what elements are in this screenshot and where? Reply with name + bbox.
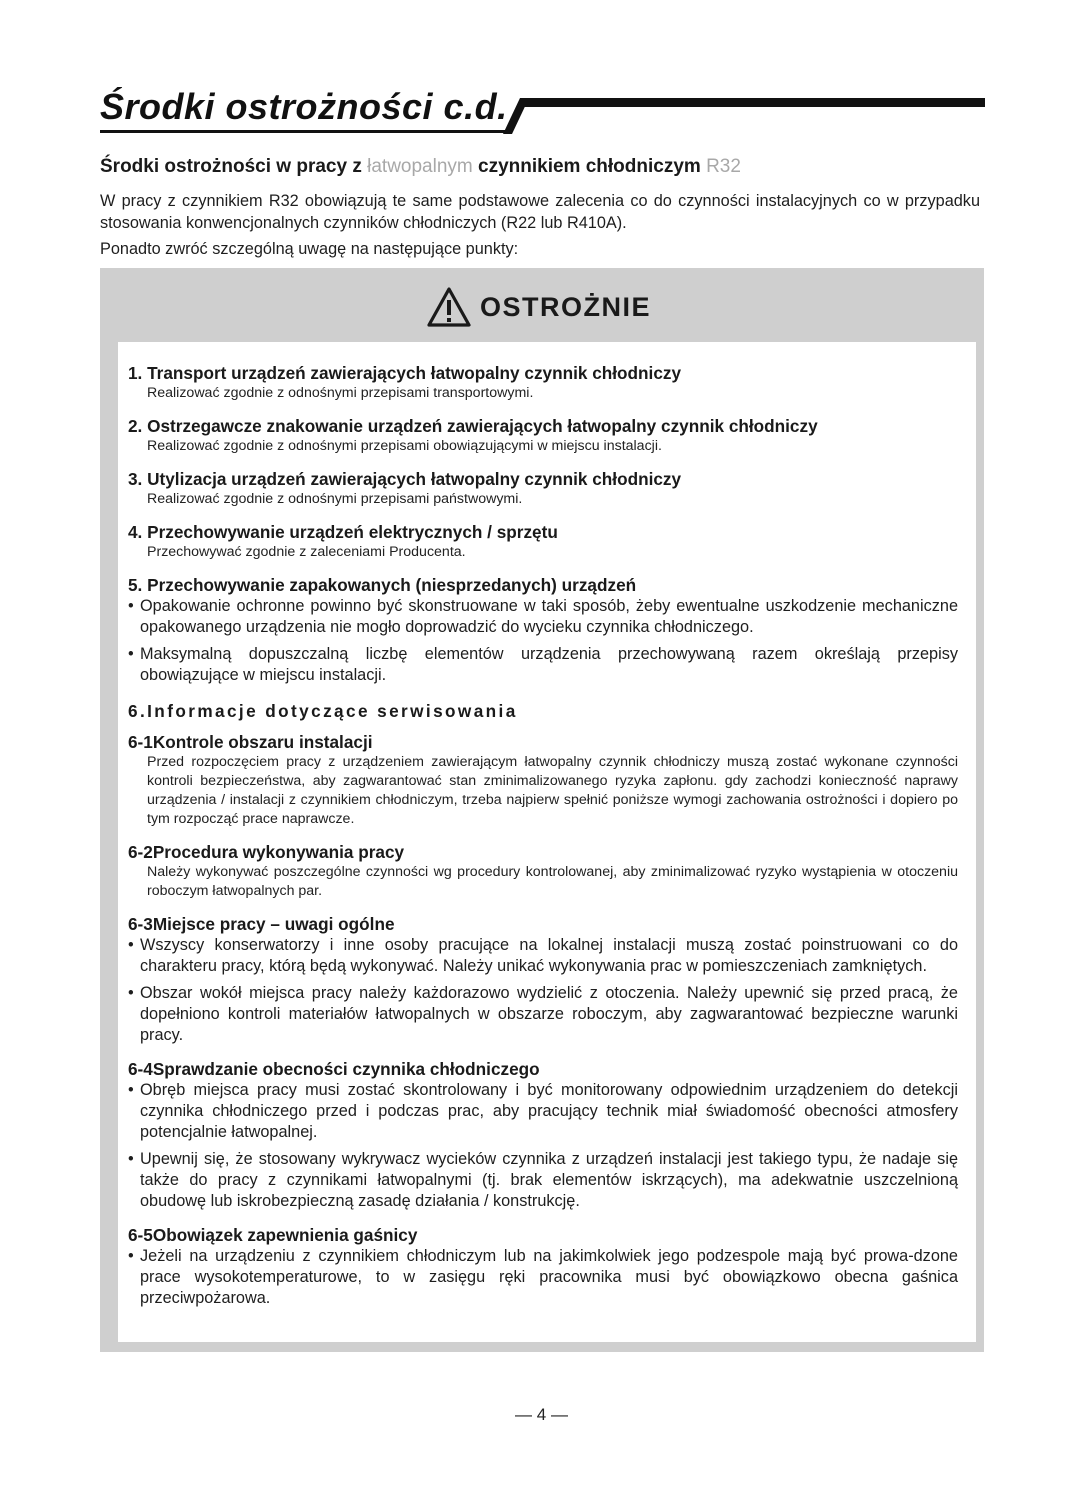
- section-subtitle: [100, 156, 741, 178]
- subtitle-part1: Środki ostrożności w pracy z: [100, 156, 368, 177]
- section-5-heading: 5. Przechowywanie zapakowanych (niesprzedanych) urządzeń: [128, 575, 637, 595]
- section-1-heading: 1. Transport urządzeń zawierających łatwopalny czynnik chłodniczy: [128, 363, 682, 383]
- subtitle-part2: czynnikiem chłodniczym: [472, 156, 707, 177]
- section-6-4-heading: 6-4Sprawdzanie obecności czynnika chłodniczego: [128, 1059, 540, 1079]
- bullet-marker: •: [128, 1081, 134, 1099]
- caution-content: [128, 362, 958, 1309]
- section-6-heading: 6.Informacje dotyczące serwisowania: [128, 701, 518, 721]
- list-item: [128, 935, 958, 977]
- bullet-marker: •: [128, 936, 134, 954]
- section-4-heading: 4. Przechowywanie urządzeń elektrycznych / sprzętu: [128, 522, 558, 542]
- section-6-3-bullet-2: Obszar wokół miejsca pracy należy każdorazowo wydzielić z otoczenia. Należy upewnić się przed pracą, że dopełniono kontroli materiałów łatwopalnych w obszarze roboczym, aby zagwarantować bezpieczne warunki pracy.: [140, 984, 958, 1044]
- bullet-marker: •: [128, 984, 134, 1002]
- page-number: — 4 —: [515, 1405, 568, 1424]
- section-3-text: Realizować zgodnie z odnośnymi przepisami państwowymi.: [147, 491, 523, 507]
- section-6-3-heading: 6-3Miejsce pracy – uwagi ogólne: [128, 914, 395, 934]
- subtitle-highlight-r32: R32: [706, 156, 741, 177]
- caution-header: [426, 282, 651, 332]
- list-item: [128, 983, 958, 1046]
- section-5-bullet-1: Opakowanie ochronne powinno być skonstruowane w taki sposób, żeby ewentualne uszkodzenie mechaniczne opakowanego urządzenia nie mogło doprowadzić do wycieku czynnika chłodniczego.: [140, 597, 958, 636]
- section-6-5-bullet-1: Jeżeli na urządzeniu z czynnikiem chłodniczym lub na jakimkolwiek jego podzespole mają być prowa-dzone prace wysokotemperaturowe, to w zasięgu ręki pracownika musi być obowiązkowo obecna gaśnica przeciwpożarowa.: [140, 1247, 958, 1307]
- section-6-4-bullet-1: Obręb miejsca pracy musi zostać skontrolowany i być monitorowany odpowiednim urządzeniem do detekcji czynnika chłodniczego przed i podczas prac, aby pracujący technik miał świadomość obecności atmosfery potencjalnie łatwopalnej.: [140, 1081, 958, 1141]
- section-6-5-heading: 6-5Obowiązek zapewnienia gaśnicy: [128, 1225, 418, 1245]
- bullet-marker: •: [128, 645, 134, 663]
- warning-triangle-icon: [426, 286, 472, 328]
- page-title: Środki ostrożności c.d.: [100, 86, 508, 127]
- section-2-text: Realizować zgodnie z odnośnymi przepisami obowiązującymi w miejscu instalacji.: [147, 438, 662, 454]
- title-underline: [100, 130, 508, 133]
- section-5-bullet-2: Maksymalną dopuszczalną liczbę elementów urządzenia przechowywaną razem określają przepisy obowiązujące w miejscu instalacji.: [140, 645, 958, 684]
- title-bar: [520, 98, 985, 107]
- section-3-heading: 3. Utylizacja urządzeń zawierających łatwopalny czynnik chłodniczy: [128, 469, 682, 489]
- section-1-text: Realizować zgodnie z odnośnymi przepisami transportowymi.: [147, 385, 534, 401]
- list-item: [128, 1246, 958, 1309]
- section-6-3-bullet-1: Wszyscy konserwatorzy i inne osoby pracujące na lokalnej instalacji muszą zostać poinstruowani co do charakteru pracy, którą będą wykonywać. Należy unikać wykonywania prac w pomieszczeniach zamkniętych.: [140, 936, 958, 975]
- section-6-2-text: Należy wykonywać poszczególne czynności wg procedury kontrolowanej, aby zminimalizować ryzyko wystąpienia w otoczeniu roboczym łatwopalnych par.: [147, 864, 958, 899]
- section-4-text: Przechowywać zgodnie z zaleceniami Producenta.: [147, 544, 466, 560]
- list-item: [128, 596, 958, 638]
- section-6-1-text: Przed rozpoczęciem pracy z urządzeniem zawierającym łatwopalny czynnik chłodniczy muszą zostać wykonane czynności kontroli bezpieczeństwa, aby zagwarantować stan zminimalizowanego ryzyka zapłonu. gdy zachodzi konieczność naprawy urządzenia / instalacji z czynnikiem chłodniczym, trzeba najpierw spełnić poniższe wymogi zachowania ostrożności i dopiero po tym rozpocząć prace naprawcze.: [147, 754, 958, 827]
- list-item: [128, 1080, 958, 1143]
- section-6-2-heading: 6-2Procedura wykonywania pracy: [128, 842, 405, 862]
- section-2-heading: 2. Ostrzegawcze znakowanie urządzeń zawierających łatwopalny czynnik chłodniczy: [128, 416, 818, 436]
- section-6-1-heading: 6-1Kontrole obszaru instalacji: [128, 732, 373, 752]
- section-6-4-bullet-2: Upewnij się, że stosowany wykrywacz wycieków czynnika z urządzeń instalacji jest takiego typu, że nadaje się także do pracy z czynnikami łatwopalnymi (tj. brak elementów iskrzących), ma adekwatnie uszczelnioną obudowę lub iskrobezpieczną zasadę działania / konstrukcję.: [140, 1150, 958, 1210]
- bullet-marker: •: [128, 1150, 134, 1168]
- bullet-marker: •: [128, 597, 134, 615]
- list-item: [128, 644, 958, 686]
- caution-label: OSTROŻNIE: [480, 291, 652, 322]
- intro-paragraph: W pracy z czynnikiem R32 obowiązują te same podstawowe zalecenia co do czynności instalacyjnych co w przypadku stosowania konwencjonalnych czynników chłodniczych (R22 lub R410A).: [100, 192, 980, 232]
- intro-note: Ponadto zwróć szczególną uwagę na następujące punkty:: [100, 240, 519, 258]
- list-item: [128, 1149, 958, 1212]
- subtitle-highlight-flammable: łatwopalnym: [367, 156, 473, 177]
- bullet-marker: •: [128, 1247, 134, 1265]
